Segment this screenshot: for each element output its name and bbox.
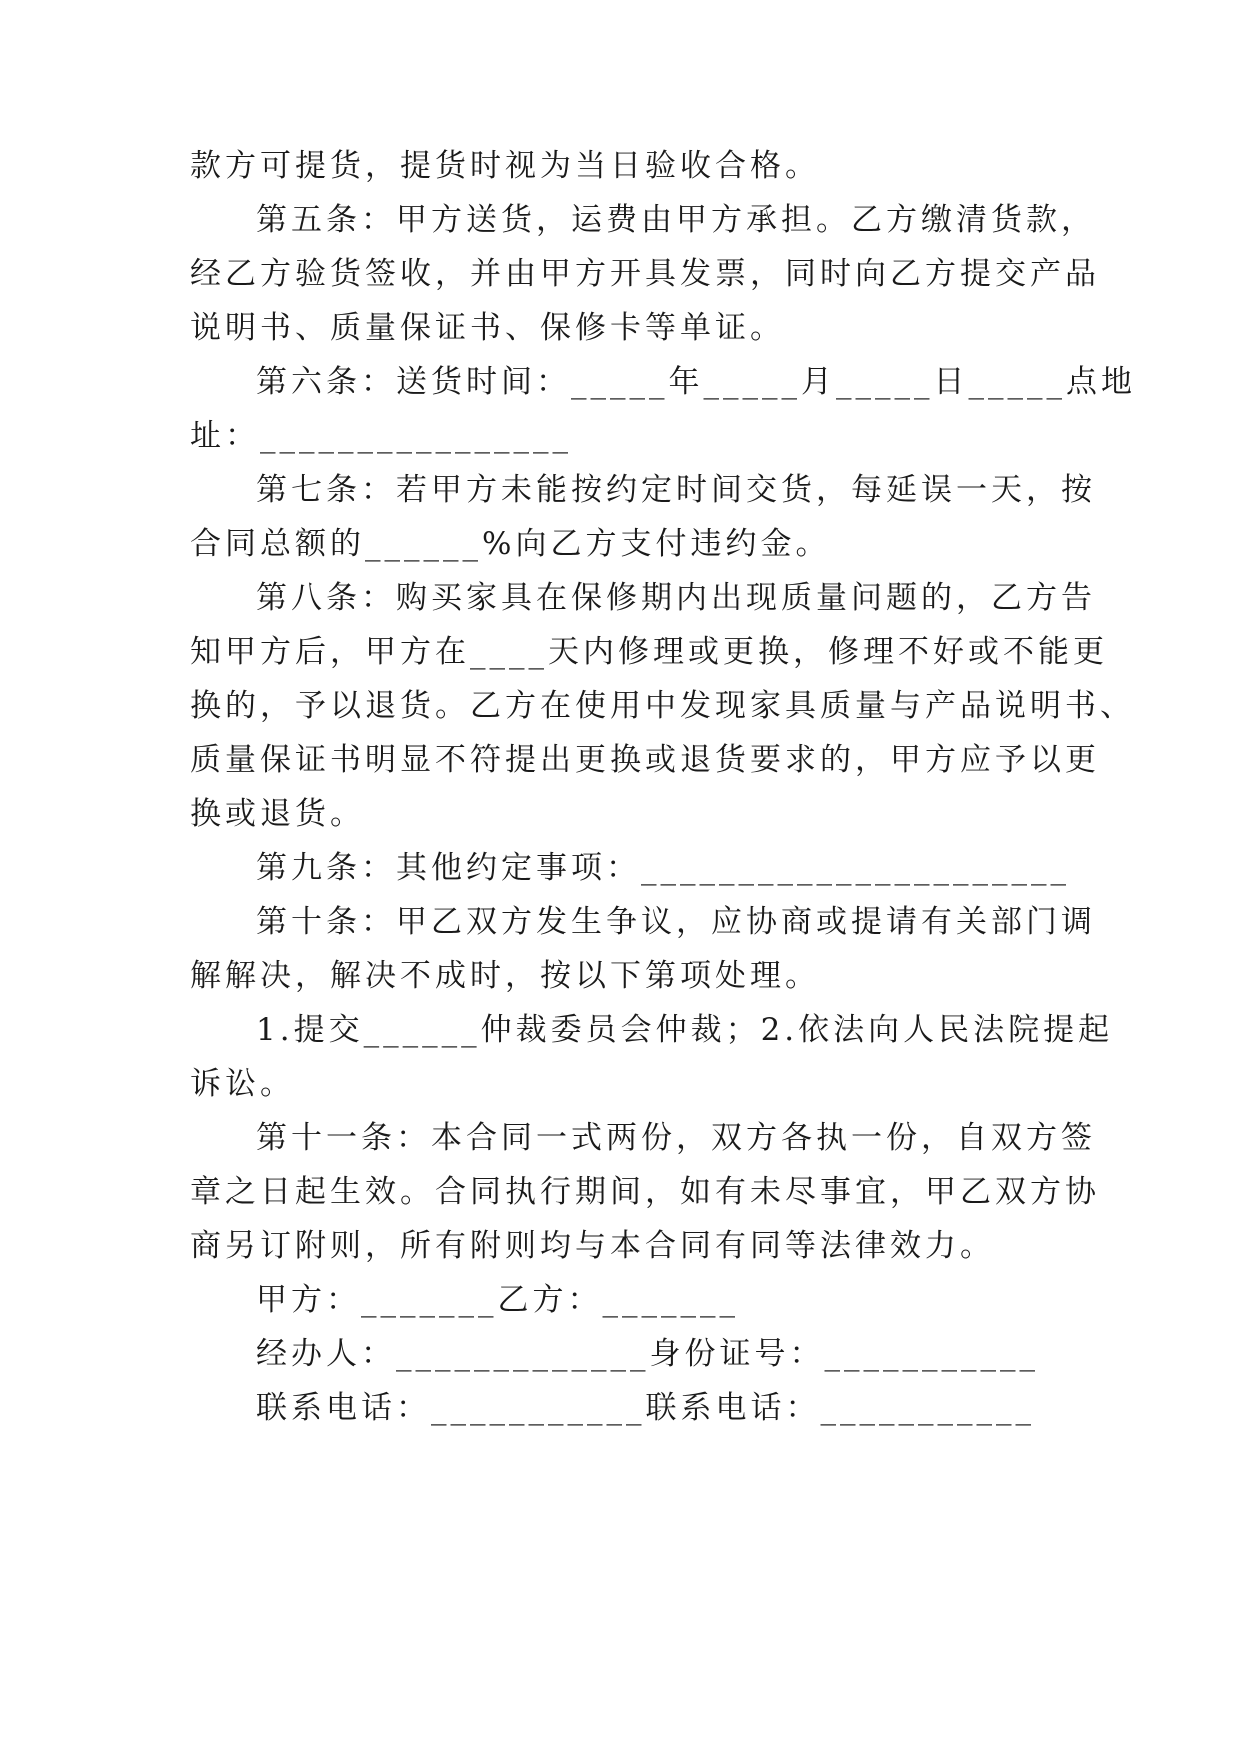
- signature-phones: 联系电话：___________联系电话：___________: [256, 1390, 1035, 1426]
- text-line: 款方可提货，提货时视为当日验收合格。: [190, 148, 820, 184]
- signature-parties: 甲方：_______乙方：_______: [256, 1282, 739, 1318]
- text-line: 经乙方验货签收，并由甲方开具发票，同时向乙方提交产品: [190, 256, 1100, 292]
- clause-7: 第七条：若甲方未能按约定时间交货，每延误一天，按: [256, 472, 1096, 508]
- clause-11: 第十一条：本合同一式两份，双方各执一份，自双方签: [256, 1120, 1096, 1156]
- text-line: 质量保证书明显不符提出更换或退货要求的，甲方应予以更: [190, 742, 1100, 778]
- clause-9: 第九条：其他约定事项：______________________: [256, 850, 1070, 886]
- signature-agent-id: 经办人：_____________身份证号：___________: [256, 1336, 1039, 1372]
- text-line: 换或退货。: [190, 796, 365, 832]
- text-line: 合同总额的______%向乙方支付违约金。: [190, 526, 831, 562]
- clause-10: 第十条：甲乙双方发生争议，应协商或提请有关部门调: [256, 904, 1096, 940]
- text-line: 说明书、质量保证书、保修卡等单证。: [190, 310, 785, 346]
- clause-8: 第八条：购买家具在保修期内出现质量问题的，乙方告: [256, 580, 1096, 616]
- text-line: 解解决，解决不成时，按以下第项处理。: [190, 958, 820, 994]
- option-line: 1.提交______仲裁委员会仲裁；2.依法向人民法院提起: [256, 1012, 1114, 1048]
- text-line: 诉讼。: [190, 1066, 295, 1102]
- text-line: 商另订附则，所有附则均与本合同有同等法律效力。: [190, 1228, 995, 1264]
- text-line: 章之日起生效。合同执行期间，如有未尽事宜，甲乙双方协: [190, 1174, 1100, 1210]
- text-line: 址：________________: [190, 418, 572, 454]
- clause-6: 第六条：送货时间：_____年_____月_____日_____点地: [256, 364, 1136, 400]
- text-line: 换的，予以退货。乙方在使用中发现家具质量与产品说明书、: [190, 688, 1135, 724]
- clause-5: 第五条：甲方送货，运费由甲方承担。乙方缴清货款，: [256, 202, 1096, 238]
- text-line: 知甲方后，甲方在____天内修理或更换，修理不好或不能更: [190, 634, 1108, 670]
